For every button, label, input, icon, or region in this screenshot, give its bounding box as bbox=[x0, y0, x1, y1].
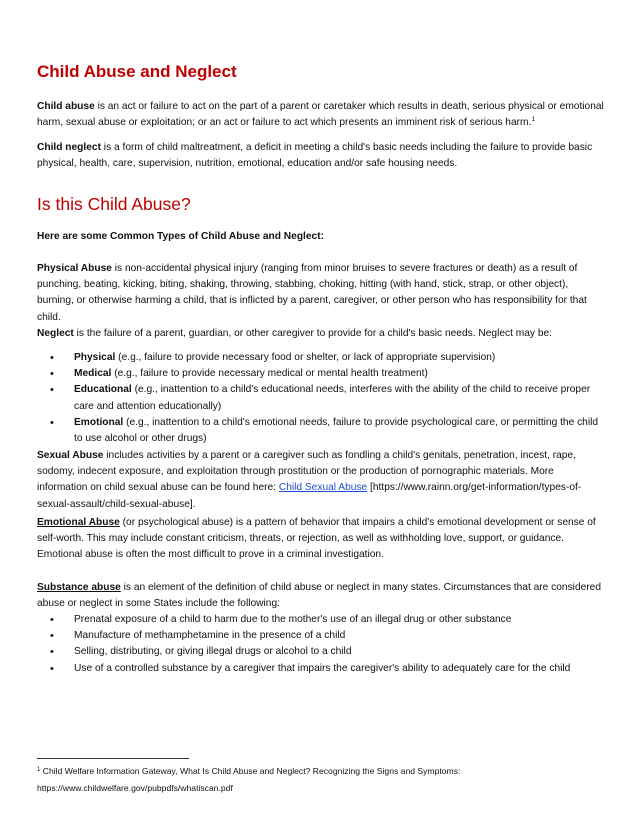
list-item-term: Emotional bbox=[74, 416, 124, 428]
child-neglect-definition bbox=[37, 140, 607, 172]
types-intro-text: Here are some Common Types of Child Abuse and Neglect: bbox=[37, 231, 325, 242]
emotional-abuse-definition bbox=[37, 515, 607, 564]
substance-abuse-text: is an element of the definition of child abuse or neglect in many states. Circumstances that are considered abuse or neglect in some States include the following: bbox=[37, 582, 602, 610]
child-abuse-term: Child abuse bbox=[37, 101, 95, 112]
child-sexual-abuse-link[interactable]: Child Sexual Abuse bbox=[278, 482, 368, 494]
physical-abuse-text: is non-accidental physical injury (ranging from minor bruises to severe fractures or death) as a result of punching, beating, kicking, biting, shaking, throwing, stabbing, choking, hitting (with hand, stick, strap, or other object), burning, or otherwise harming a child, that is inflicted by a parent, caregiver, or other person who has responsibility for that child. bbox=[37, 263, 587, 323]
footnote-line-1 bbox=[37, 763, 607, 780]
types-intro bbox=[37, 229, 607, 245]
list-item-text: (e.g., inattention to a child's educational needs, interferes with the ability of the child to receive proper care and attention educationally) bbox=[74, 384, 591, 412]
list-item-term: Educational bbox=[74, 384, 132, 396]
footnote bbox=[37, 763, 607, 796]
substance-abuse-definition bbox=[37, 580, 607, 612]
footnote-divider bbox=[37, 758, 189, 759]
section-heading: Is this Child Abuse? bbox=[37, 194, 191, 214]
list-item-term: Physical bbox=[74, 352, 116, 363]
list-item bbox=[37, 415, 607, 447]
child-abuse-definition bbox=[37, 99, 607, 131]
list-item bbox=[37, 382, 607, 414]
physical-abuse-definition bbox=[37, 261, 607, 326]
list-item-text: (e.g., inattention to a child's emotional needs, failure to provide psychological care, or permitting the child to use alcohol or other drugs) bbox=[74, 416, 599, 445]
footnote-url[interactable]: https://www.childwelfare.gov/pubpdfs/whatiscan.pdf bbox=[37, 782, 233, 793]
physical-abuse-term: Physical Abuse bbox=[37, 263, 112, 274]
list-item bbox=[37, 366, 607, 382]
list-item: • Manufacture of methamphetamine in the presence of a child bbox=[37, 628, 607, 644]
sexual-abuse-definition bbox=[37, 448, 607, 513]
emotional-abuse-text: (or psychological abuse) is a pattern of behavior that impairs a child's emotional development or sense of self-worth. This may include constant criticism, threats, or rejection, as well as withholding love, support, or guidance. Emotional abuse is often the most difficult to prove in a criminal investigation. bbox=[37, 517, 596, 561]
sexual-abuse-term: Sexual Abuse bbox=[37, 450, 104, 461]
list-item bbox=[37, 350, 607, 366]
footnote-ref[interactable]: 1 bbox=[531, 116, 535, 124]
emotional-abuse-term: Emotional Abuse bbox=[37, 517, 120, 528]
neglect-term: Neglect bbox=[37, 328, 74, 339]
footnote-number: 1 bbox=[37, 767, 41, 773]
substance-abuse-term: Substance abuse bbox=[37, 582, 121, 593]
substance-abuse-list bbox=[37, 612, 607, 677]
list-item-text: (e.g., failure to provide necessary food or shelter, or lack of appropriate supervision) bbox=[115, 352, 496, 363]
child-abuse-text: is an act or failure to act on the part of a parent or caretaker which results in death, serious physical or emotional harm, sexual abuse or exploitation; or an act or failure to act which presents an imminent risk of serious harm. bbox=[37, 101, 604, 129]
neglect-definition bbox=[37, 326, 607, 342]
sexual-abuse-text: includes activities by a parent or a caregiver such as fondling a child's genitals, penetration, incest, rape, sodomy, indecent exposure, and exploitation through prostitution or the production of pornographic materials. More information on child sexual abuse can be found here: bbox=[37, 450, 576, 494]
list-item-text: (e.g., failure to provide necessary medical or mental health treatment) bbox=[111, 368, 428, 380]
sexual-abuse-url: [https://www.rainn.org/get-information/types-of-sexual-assault/child-sexual-abuse]. bbox=[37, 482, 582, 510]
neglect-text: is the failure of a parent, guardian, or other caregiver to provide for a child's basic needs. Neglect may be: bbox=[73, 328, 552, 339]
neglect-list bbox=[37, 350, 607, 447]
list-item: • Prenatal exposure of a child to harm due to the mother's use of an illegal drug or other substance bbox=[37, 612, 607, 628]
child-neglect-term: Child neglect bbox=[37, 142, 101, 153]
list-item: • Selling, distributing, or giving illegal drugs or alcohol to a child bbox=[37, 644, 607, 660]
footnote-citation: Child Welfare Information Gateway, What Is Child Abuse and Neglect? Recognizing the Signs and Symptoms: bbox=[40, 766, 461, 776]
page-title: Child Abuse and Neglect bbox=[37, 62, 237, 81]
child-neglect-text: is a form of child maltreatment, a deficit in meeting a child's basic needs including the failure to provide basic physical, health, care, supervision, nutrition, emotional, education and/or safe housing needs. bbox=[37, 142, 593, 170]
list-item: • Use of a controlled substance by a caregiver that impairs the caregiver's ability to adequately care for the child bbox=[37, 661, 607, 677]
list-item-term: Medical bbox=[74, 368, 112, 380]
